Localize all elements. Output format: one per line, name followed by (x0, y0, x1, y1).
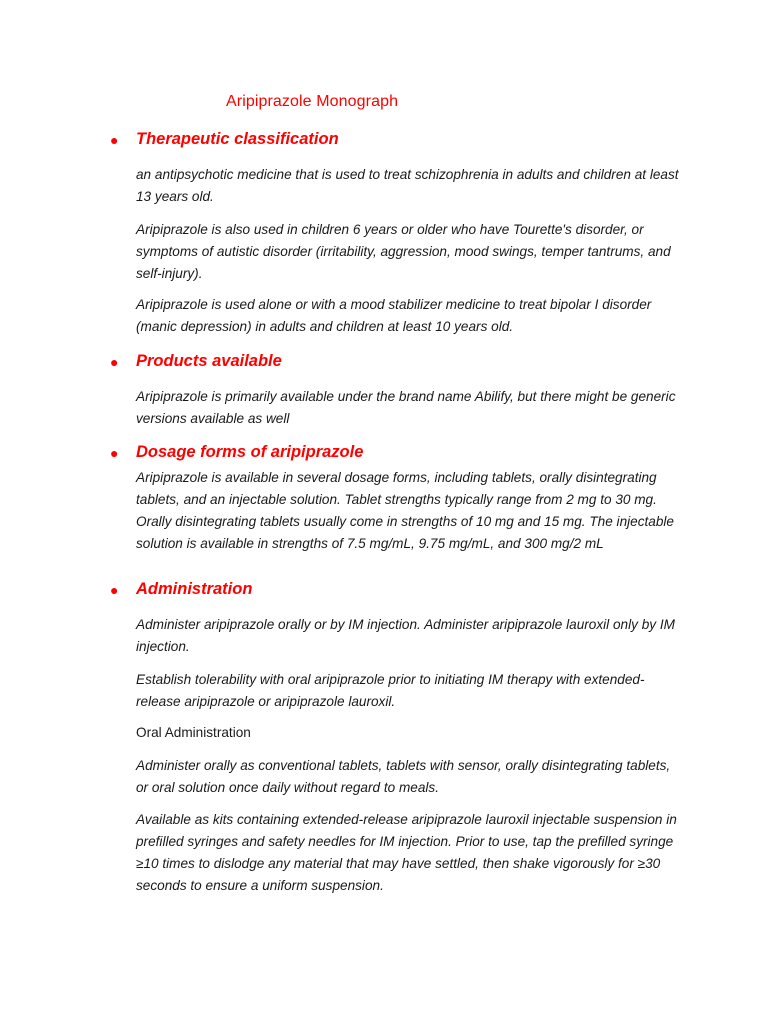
document-title: Aripiprazole Monograph (226, 93, 399, 110)
section-heading-text: Products available (136, 352, 282, 370)
section-heading-products-available (110, 352, 282, 371)
paragraph: Available as kits containing extended-release aripiprazole lauroxil injectable suspension in prefilled syringes and safety needles for IM injection. Prior to use, tap the prefilled syringe ≥10 times to dislodge any material that may have settled, then shake vigorously for ≥30 seconds to ensure a uniform suspension. (136, 812, 677, 893)
paragraph: Administer orally as conventional tablets, tablets with sensor, orally disintegrating tablets, or oral solution once daily without regard to meals. (136, 758, 671, 795)
section-heading-text: Dosage forms of aripiprazole (136, 443, 364, 461)
section-heading-therapeutic-classification (110, 130, 339, 149)
bullet-icon: ● (110, 353, 119, 370)
section-heading-administration (110, 580, 252, 599)
paragraph: Aripiprazole is available in several dosage forms, including tablets, orally disintegrating tablets, and an injectable solution. Tablet strengths typically range from 2 mg to 30 mg. Orally disintegrating tablets usually come in strengths of 10 mg and 15 mg. The injectable solution is available in strengths of 7.5 mg/mL, 9.75 mg/mL, and 300 mg/2 mL (136, 470, 674, 551)
subheading-oral-administration: Oral Administration (136, 725, 251, 740)
section-heading-dosage-forms (110, 443, 363, 462)
paragraph: Aripiprazole is primarily available under the brand name Abilify, but there might be generic versions available as well (136, 389, 676, 426)
paragraph: Establish tolerability with oral aripiprazole prior to initiating IM therapy with extended-release aripiprazole or aripiprazole lauroxil. (136, 672, 645, 709)
section-heading-text: Therapeutic classification (136, 130, 339, 148)
paragraph: an antipsychotic medicine that is used to treat schizophrenia in adults and children at least 13 years old. (136, 167, 679, 204)
paragraph: Administer aripiprazole orally or by IM injection. Administer aripiprazole lauroxil only by IM injection. (136, 617, 675, 654)
bullet-icon: ● (110, 581, 119, 598)
section-heading-text: Administration (136, 580, 253, 598)
bullet-icon: ● (110, 131, 119, 148)
paragraph: Aripiprazole is also used in children 6 years or older who have Tourette's disorder, or symptoms of autistic disorder (irritability, aggression, mood swings, temper tantrums, and self-injury). (136, 222, 671, 281)
bullet-icon: ● (110, 444, 119, 461)
paragraph: Aripiprazole is used alone or with a mood stabilizer medicine to treat bipolar I disorder (manic depression) in adults and children at least 10 years old. (136, 297, 652, 334)
